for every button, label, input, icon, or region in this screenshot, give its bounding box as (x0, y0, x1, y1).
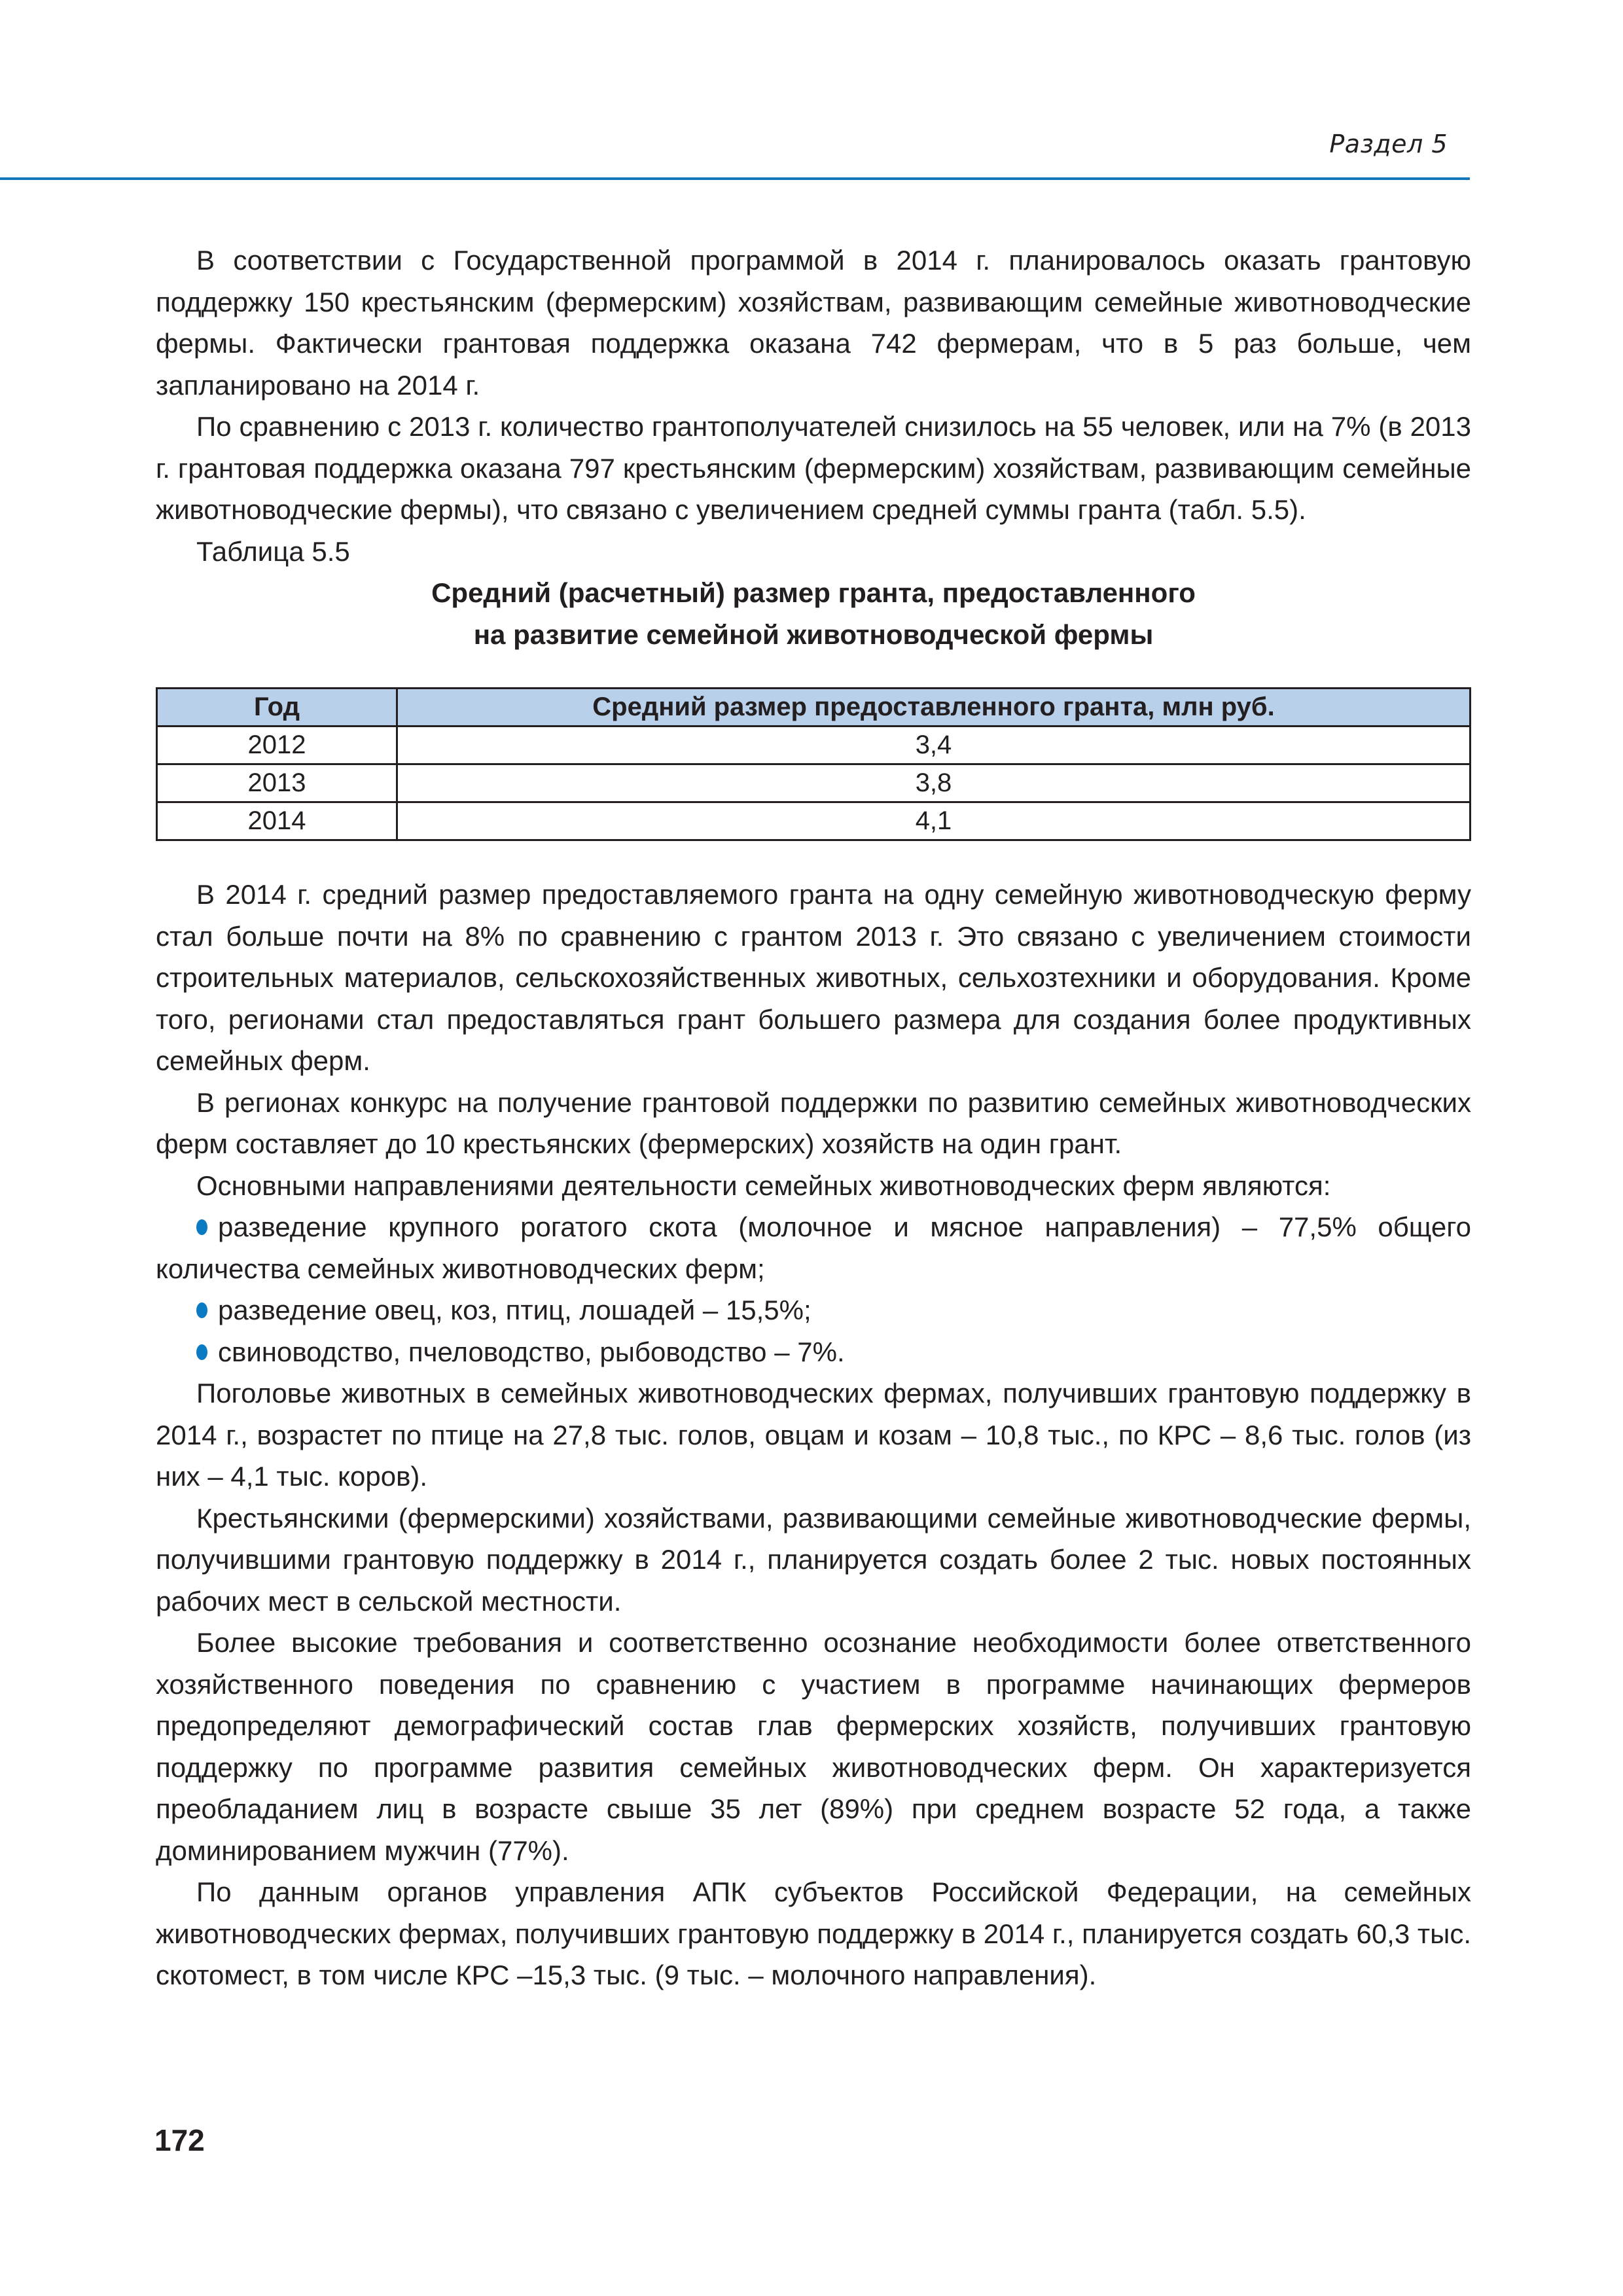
table-title-line: на развитие семейной животноводческой фермы (473, 619, 1154, 650)
paragraph: По данным органов управления АПК субъектов Российской Федерации, на семейных животноводческих фермах, получивших грантовую поддержку в 2014 г., планируется создать 60,3 тыс. скотомест, в том числе КРС –15,3 тыс. (9 тыс. – молочного направления). (156, 1876, 1471, 1990)
page-content (156, 240, 1471, 1996)
bullet-text: разведение овец, коз, птиц, лошадей – 15,5%; (218, 1295, 812, 1325)
table-title (156, 572, 1471, 656)
bullet-list-item (156, 1331, 1471, 1373)
paragraph: В регионах конкурс на получение грантовой поддержки по развитию семейных животноводческих ферм составляет до 10 крестьянских (фермерских) хозяйств на один грант. (156, 1086, 1471, 1159)
page-number: 172 (154, 2123, 205, 2157)
table-row (157, 764, 1471, 802)
grant-size-table (156, 687, 1471, 841)
table-title-line: Средний (расчетный) размер гранта, предоставленного (431, 577, 1196, 608)
cell-grant-size: 3,8 (397, 764, 1471, 802)
bullet-text: свиноводство, пчеловодство, рыбоводство – 7%. (218, 1336, 845, 1367)
paragraph: Более высокие требования и соответственно осознание необходимости более ответственного хозяйственного поведения по сравнению с участием в программе начинающих фермеров предопределяют демографический состав глав фермерских хозяйств, получивших грантовую поддержку по программе развития семейных животноводческих ферм. Он характеризуется преобладанием лиц в возрасте свыше 35 лет (89%) при среднем возрасте 52 года, а также доминированием мужчин (77%). (156, 1627, 1471, 1866)
paragraph: По сравнению с 2013 г. количество грантополучателей снизилось на 55 человек, или на 7% (в 2013 г. грантовая поддержка оказана 797 крестьянским (фермерским) хозяйствам, развивающим семейные животноводческие фермы), что связано с увеличением средней суммы гранта (табл. 5.5). (156, 411, 1471, 525)
paragraph: В соответствии с Государственной программой в 2014 г. планировалось оказать грантовую поддержку 150 крестьянским (фермерским) хозяйствам, развивающим семейные животноводческие фермы. Фактически грантовая поддержка оказана 742 фермерам, что в 5 раз больше, чем запланировано на 2014 г. (156, 245, 1471, 401)
cell-year: 2012 (157, 726, 397, 764)
cell-grant-size: 4,1 (397, 802, 1471, 840)
column-header-year: Год (157, 689, 397, 726)
bullet-dot-icon (196, 1219, 207, 1235)
bullet-list-item (156, 1206, 1471, 1289)
bullet-dot-icon (196, 1302, 207, 1318)
bullet-text: разведение крупного рогатого скота (молочное и мясное направления) – 77,5% общего количества семейных животноводческих ферм; (156, 1211, 1471, 1284)
bullet-dot-icon (196, 1344, 207, 1360)
paragraph: Крестьянскими (фермерскими) хозяйствами, развивающими семейные животноводческие фермы, получившими грантовую поддержку в 2014 г., планируется создать более 2 тыс. новых постоянных рабочих мест в сельской местности. (156, 1502, 1471, 1617)
running-head-section: Раздел 5 (1329, 130, 1448, 158)
paragraph: Основными направлениями деятельности семейных животноводческих ферм являются: (196, 1170, 1331, 1201)
bullet-list-item (156, 1289, 1471, 1331)
table-label: Таблица 5.5 (196, 535, 350, 567)
paragraph: Поголовье животных в семейных животноводческих фермах, получивших грантовую поддержку в 2014 г., возрастет по птице на 27,8 тыс. голов, овцам и козам – 10,8 тыс., по КРС – 8,6 тыс. голов (из них – 4,1 тыс. коров). (156, 1378, 1471, 1492)
table-row (157, 726, 1471, 764)
cell-grant-size: 3,4 (397, 726, 1471, 764)
paragraph: В 2014 г. средний размер предоставляемого гранта на одну семейную животноводческую ферму стал больше почти на 8% по сравнению с грантом 2013 г. Это связано с увеличением стоимости строительных материалов, сельскохозяйственных животных, сельхозтехники и оборудования. Кроме того, регионами стал предоставляться грант большего размера для создания более продуктивных семейных ферм. (156, 879, 1471, 1076)
cell-year: 2013 (157, 764, 397, 802)
column-header-grant-size: Средний размер предоставленного гранта, млн руб. (397, 689, 1471, 726)
table-header-row (157, 689, 1471, 726)
header-rule (0, 177, 1470, 180)
table-row (157, 802, 1471, 840)
cell-year: 2014 (157, 802, 397, 840)
